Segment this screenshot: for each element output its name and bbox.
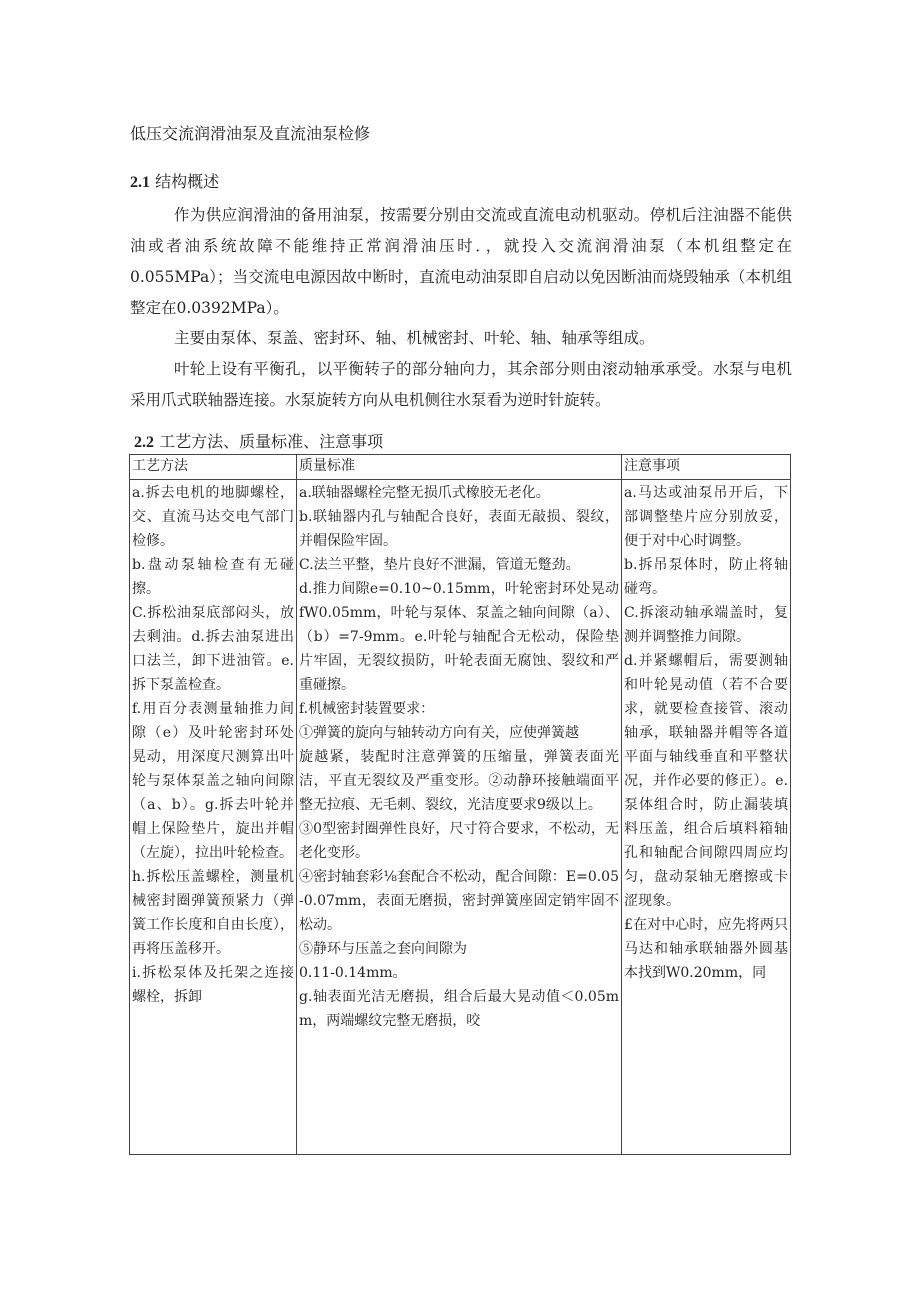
cell-quality-standard: a.联轴器螺栓完整无损爪式橡胶无老化。 b.联轴器内孔与轴配合良好，表面无敲损、裂纹，并帽保险牢固。 C.法兰平整，垫片良好不泄漏，管道无蹩劲。 d.推力间隙e=0.10~0.15mm，叶轮密封环处晃动fW0.05mm，叶轮与泵体、泵盖之轴向间隙（a）、（b）=7-9mm。e.叶轮与轴配合无松动，保险垫片牢固，无裂纹损防，叶轮表面无腐蚀、裂纹和严重碰擦。 f.机械密封装置要求： ①弹簧的旋向与轴转动方向有关，应使弹簧越 旋越紧，装配时注意弹簧的压缩量，弹簧表面光洁，平直无裂纹及严重变形。②动静环接触端面平整无拉痕、无毛刺、裂纹，光洁度要求9级以上。 ③0型密封圈弹性良好，尺寸符合要求，不松动，无老化变形。 ④密封轴套彩⅛套配合不松动，配合间隙：E=0.05-0.07mm，表面无磨损，密封弹簧座固定销牢固不松动。 ⑤静环与压盖之套向间隙为 0.11-0.14mm。 g.轴表面光洁无磨损，组合后最大晃动值＜0.05mm，两端螺纹完整无磨损，咬 bbox=[297, 480, 622, 1155]
table-header-row bbox=[130, 455, 791, 480]
section-heading-structure bbox=[130, 169, 219, 192]
header-precautions: 注意事项 bbox=[622, 455, 791, 480]
paragraph-overview: 作为供应润滑油的备用油泵，按需要分别由交流或直流电动机驱动。停机后注油器不能供油或者油系统故障不能维持正常润滑油压时．，就投入交流润滑油泵（本机组整定在0.055MPa）；当交流电电源因故中断时，直流电动油泵即自启动以免因断油而烧毁轴承（本机组整定在0.0392MPa）。 bbox=[130, 206, 792, 317]
table-row bbox=[130, 480, 791, 1155]
header-process-method: 工艺方法 bbox=[130, 455, 297, 480]
header-quality-standard: 质量标准 bbox=[297, 455, 622, 480]
cell-precautions: a.马达或油泵吊开后，下部调整垫片应分别放妥，便于对中心时调整。 b.拆吊泵体时，防止将轴碰弯。 C.拆滚动轴承端盖时，复测并调整推力间隙。 d.并紧螺帽后，需要测轴和叶轮晃动值（若不合要求，就要检查接管、滚动轴承，联轴器并帽等各道平面与轴线垂直和平整状况，并作必要的修正）。e.泵体组合时，防止漏装填料压盖，组合后填料箱轴孔和轴配合间隙四周应均匀，盘动泵轴无磨擦或卡涩现象。 £在对中心时，应先将两只马达和轴承联轴器外圆基本找到W0.20mm，同 bbox=[622, 480, 791, 1155]
cell-process-method: a.拆去电机的地脚螺栓，交、直流马达交电气部门检修。 b.盘动泵轴检查有无碰擦。 C.拆松油泵底部闷头，放去剩油。d.拆去油泵进出口法兰，卸下进油管。e.拆下泵盖检查。 f.用百分表测量轴推力间隙（e）及叶轮密封环处晃动，用深度尺测算出叶轮与泵体泵盖之轴向间隙（a、b）。g.拆去叶轮并帽上保险垫片，旋出并帽（左旋），拉出叶轮检查。 h.拆松压盖螺栓，测量机械密封圈弹簧预紧力（弹簧工作长度和自由长度），再将压盖移开。 i.拆松泵体及托架之连接螺栓，拆卸 bbox=[130, 480, 297, 1155]
section-title: 工艺方法、质量标准、注意事项 bbox=[159, 432, 384, 451]
paragraph-components: 主要由泵体、泵盖、密封环、轴、机械密封、叶轮、轴、轴承等组成。 bbox=[174, 329, 655, 347]
section-title: 结构概述 bbox=[155, 172, 220, 191]
section-number: 2.2 bbox=[134, 434, 154, 451]
process-table bbox=[129, 454, 791, 1155]
paragraph-impeller: 叶轮上设有平衡孔，以平衡转子的部分轴向力，其余部分则由滚动轴承承受。水泵与电机采用爪式联轴器连接。水泵旋转方向从电机侧往水泵看为逆时针旋转。 bbox=[130, 360, 792, 409]
section-number: 2.1 bbox=[130, 174, 150, 191]
document-title: 低压交流润滑油泵及直流油泵检修 bbox=[130, 124, 371, 143]
section-heading-process bbox=[134, 429, 383, 452]
